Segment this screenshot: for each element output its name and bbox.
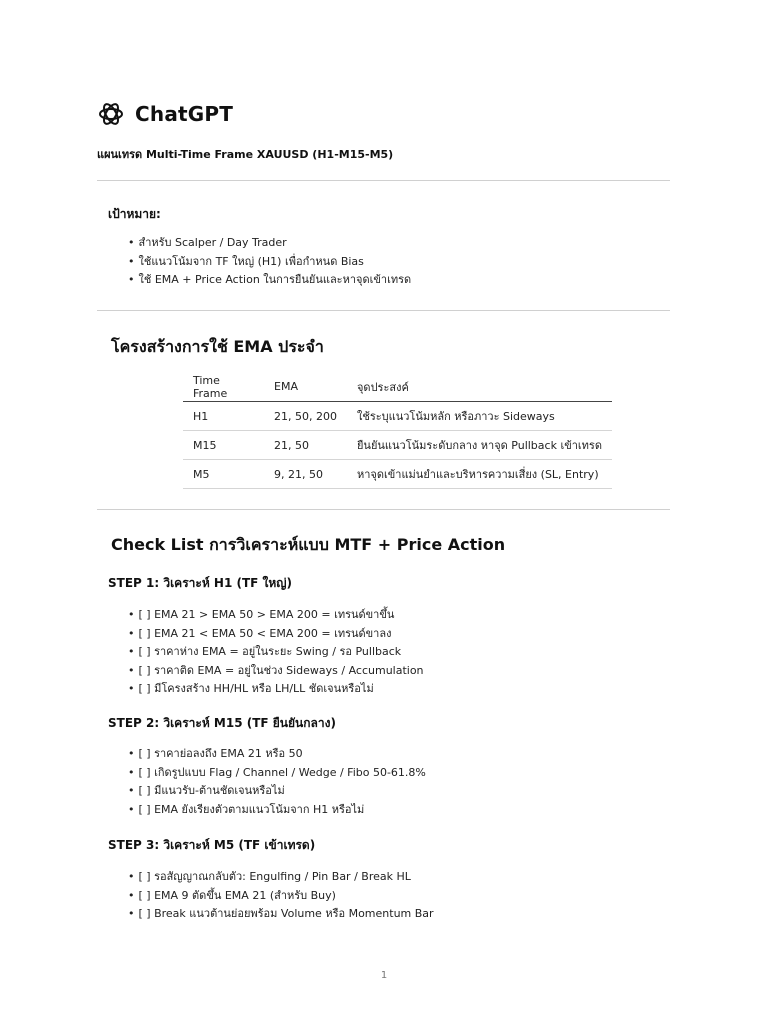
step-title: STEP 3: วิเคราะห์ M5 (TF เข้าเทรด) xyxy=(108,838,316,852)
ema-table xyxy=(183,372,612,489)
divider xyxy=(97,310,670,311)
table-row xyxy=(183,460,612,489)
goal-list xyxy=(128,234,411,290)
checklist-item: • [ ] EMA 21 > EMA 50 > EMA 200 = เทรนด์ขาขึ้น xyxy=(128,606,424,625)
checklist-item: • [ ] ราคาย่อลงถึง EMA 21 หรือ 50 xyxy=(128,745,426,764)
table-cell: M15 xyxy=(183,431,264,460)
table-row xyxy=(183,402,612,431)
table-cell: หาจุดเข้าแม่นยำและบริหารความเสี่ยง (SL, Entry) xyxy=(347,460,612,489)
checklist-item: • [ ] ราคาห่าง EMA = อยู่ในระยะ Swing / รอ Pullback xyxy=(128,643,424,662)
ema-section-heading: โครงสร้างการใช้ EMA ประจำ xyxy=(111,337,324,356)
divider xyxy=(97,509,670,510)
checklist-item: • [ ] มีแนวรับ-ต้านชัดเจนหรือไม่ xyxy=(128,782,426,801)
checklist-item: • [ ] ราคาติด EMA = อยู่ในช่วง Sideways / Accumulation xyxy=(128,662,424,681)
divider xyxy=(97,180,670,181)
step-2-list xyxy=(128,745,426,819)
checklist-heading: Check List การวิเคราะห์แบบ MTF + Price Action xyxy=(111,535,506,554)
brand-header xyxy=(97,100,233,128)
list-item: • ใช้ EMA + Price Action ในการยืนยันและหาจุดเข้าเทรด xyxy=(128,271,411,290)
doc-title: แผนเทรด Multi-Time Frame XAUUSD (H1-M15-M5) xyxy=(97,148,394,161)
checklist-item: • [ ] EMA ยังเรียงตัวตามแนวโน้มจาก H1 หรือไม่ xyxy=(128,801,426,820)
brand-name: ChatGPT xyxy=(135,102,234,126)
table-cell: ใช้ระบุแนวโน้มหลัก หรือภาวะ Sideways xyxy=(347,402,612,431)
table-cell: ยืนยันแนวโน้มระดับกลาง หาจุด Pullback เข้าเทรด xyxy=(347,431,612,460)
openai-logo-icon xyxy=(97,100,125,128)
checklist-item: • [ ] มีโครงสร้าง HH/HL หรือ LH/LL ชัดเจนหรือไม่ xyxy=(128,680,424,699)
column-header: จุดประสงค์ xyxy=(347,372,612,402)
step-title: STEP 2: วิเคราะห์ M15 (TF ยืนยันกลาง) xyxy=(108,716,336,730)
table-cell: 9, 21, 50 xyxy=(264,460,347,489)
list-item: • สำหรับ Scalper / Day Trader xyxy=(128,234,411,253)
goal-heading: เป้าหมาย: xyxy=(108,207,161,221)
table-cell: 21, 50 xyxy=(264,431,347,460)
table-cell: M5 xyxy=(183,460,264,489)
list-item: • ใช้แนวโน้มจาก TF ใหญ่ (H1) เพื่อกำหนด Bias xyxy=(128,253,411,272)
table-header-row xyxy=(183,372,612,402)
column-header: Time Frame xyxy=(183,372,264,402)
checklist-item: • [ ] EMA 9 ตัดขึ้น EMA 21 (สำหรับ Buy) xyxy=(128,887,434,906)
checklist-item: • [ ] EMA 21 < EMA 50 < EMA 200 = เทรนด์ขาลง xyxy=(128,625,424,644)
table-row xyxy=(183,431,612,460)
step-1-list xyxy=(128,606,424,699)
table-cell: H1 xyxy=(183,402,264,431)
step-title: STEP 1: วิเคราะห์ H1 (TF ใหญ่) xyxy=(108,576,293,590)
step-3-list xyxy=(128,868,434,924)
page-number: 1 xyxy=(380,970,388,981)
table-cell: 21, 50, 200 xyxy=(264,402,347,431)
column-header: EMA xyxy=(264,372,347,402)
checklist-item: • [ ] เกิดรูปแบบ Flag / Channel / Wedge / Fibo 50-61.8% xyxy=(128,764,426,783)
checklist-item: • [ ] รอสัญญาณกลับตัว: Engulfing / Pin Bar / Break HL xyxy=(128,868,434,887)
checklist-item: • [ ] Break แนวต้านย่อยพร้อม Volume หรือ Momentum Bar xyxy=(128,905,434,924)
